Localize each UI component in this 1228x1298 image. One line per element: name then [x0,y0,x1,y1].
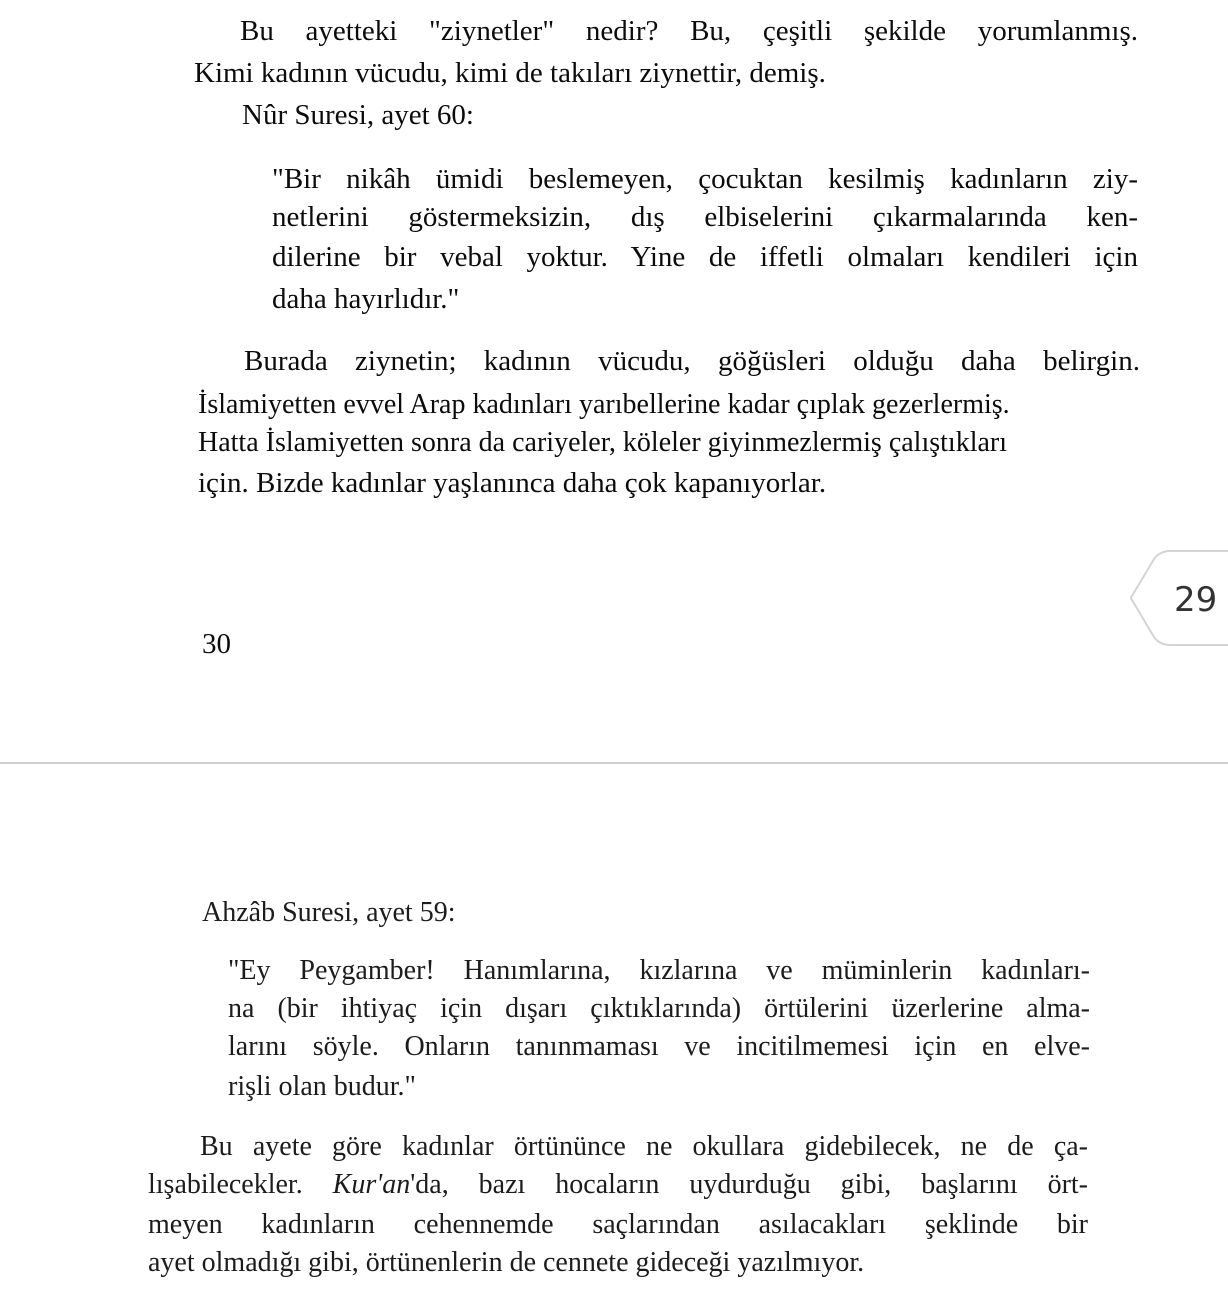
quote-line: netlerini göstermeksizin, dış elbiselerini çıkarmalarında ken- [272,201,1138,233]
text-run: meyen kadınların cehennemde saçlarından asılacakları şeklinde bir [148,1209,1088,1240]
text-line [148,1208,1088,1242]
text-run: lışabilecekler. [148,1169,333,1200]
text-line: Bu ayetteki "ziynetler" nedir? Bu, çeşitli şekilde yorumlanmış. [240,15,1138,47]
quote-line: daha hayırlıdır." [272,283,460,315]
section-heading: Nûr Suresi, ayet 60: [242,99,474,131]
page-indicator-tab[interactable] [1130,550,1228,646]
text-run: 'da, bazı hocaların uydurduğu gibi, başlarını ört- [410,1169,1088,1200]
text-line [148,1168,1088,1202]
quote-line: dilerine bir vebal yoktur. Yine de iffetli olmaları kendileri için [272,241,1138,273]
text-line: Hatta İslamiyetten sonra da cariyeler, köleler giyinmezlermiş çalıştıkları [198,427,1008,458]
text-line: İslamiyetten evvel Arap kadınları yarıbellerine kadar çıplak gezerlermiş. [198,389,1010,420]
quote-line: "Ey Peygamber! Hanımlarına, kızlarına ve müminlerin kadınları- [228,955,1090,986]
text-line: Burada ziynetin; kadının vücudu, göğüsleri olduğu daha belirgin. [244,345,1140,377]
italic-text-run: Kur'an [332,1169,411,1200]
quote-line: rişli olan budur." [228,1071,416,1102]
page-indicator-label: 29 [1174,580,1218,620]
text-run: Bu ayete göre kadınlar örtününce ne okullara gidebilecek, ne de ça- [200,1131,1088,1162]
page-31 [0,764,1228,1298]
text-line: için. Bizde kadınlar yaşlanınca daha çok kapanıyorlar. [198,467,827,499]
quote-line: "Bir nikâh ümidi beslemeyen, çocuktan kesilmiş kadınların ziy- [272,163,1138,195]
text-line [200,1130,1088,1164]
section-heading: Ahzâb Suresi, ayet 59: [202,897,456,928]
quote-line: na (bir ihtiyaç için dışarı çıktıklarında) örtülerini üzerlerine alma- [228,993,1090,1024]
page-number: 30 [202,628,231,660]
quote-line: larını söyle. Onların tanınmaması ve incitilmemesi için en elve- [228,1031,1090,1062]
text-run: ayet olmadığı gibi, örtünenlerin de cennete gideceği yazılmıyor. [148,1247,865,1278]
text-line [148,1246,864,1280]
text-line: Kimi kadının vücudu, kimi de takıları ziynettir, demiş. [194,57,826,89]
